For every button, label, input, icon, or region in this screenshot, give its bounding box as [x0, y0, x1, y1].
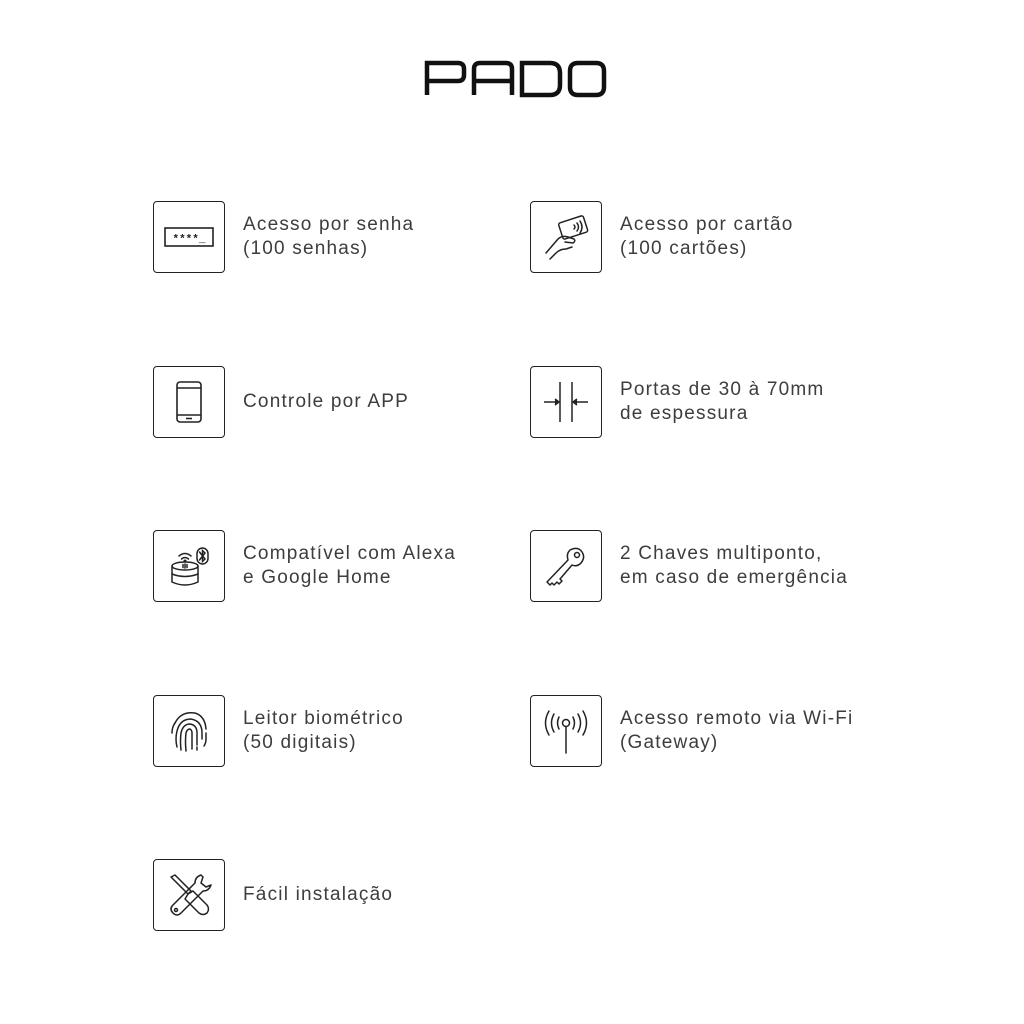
smart-speaker-icon	[153, 530, 225, 602]
password-mask-text: ****_	[172, 234, 206, 246]
feature-subtitle: (100 senhas)	[243, 238, 369, 259]
key-icon	[530, 530, 602, 602]
feature-title: Compatível com Alexa	[243, 543, 457, 564]
tools-icon	[153, 859, 225, 931]
feature-remote-wifi	[530, 695, 853, 767]
feature-emergency-keys	[530, 530, 848, 602]
feature-subtitle: (50 digitais)	[243, 732, 357, 753]
feature-subtitle: e Google Home	[243, 567, 392, 588]
feature-title: 2 Chaves multiponto,	[620, 543, 823, 564]
feature-title: Acesso remoto via Wi-Fi	[620, 708, 854, 729]
feature-card-access	[530, 201, 794, 273]
feature-biometric-reader	[153, 695, 404, 767]
feature-door-thickness	[530, 366, 824, 438]
feature-title: Acesso por cartão	[620, 214, 794, 235]
feature-subtitle: (Gateway)	[620, 732, 719, 753]
feature-title: Leitor biométrico	[243, 708, 404, 729]
feature-voice-assistant	[153, 530, 456, 602]
feature-password-access	[153, 201, 414, 273]
antenna-signal-icon	[530, 695, 602, 767]
feature-title: Acesso por senha	[243, 214, 415, 235]
password-keypad-icon	[153, 201, 225, 273]
feature-app-control	[153, 366, 409, 438]
feature-title: Fácil instalação	[243, 884, 394, 905]
pado-logo	[424, 56, 608, 98]
smartphone-icon	[153, 366, 225, 438]
feature-title: Portas de 30 à 70mm	[620, 379, 825, 400]
card-reader-icon	[530, 201, 602, 273]
feature-subtitle: de espessura	[620, 403, 749, 424]
fingerprint-icon	[153, 695, 225, 767]
feature-easy-install	[153, 859, 393, 931]
door-thickness-icon	[530, 366, 602, 438]
feature-subtitle: (100 cartões)	[620, 238, 748, 259]
feature-title: Controle por APP	[243, 391, 410, 412]
feature-subtitle: em caso de emergência	[620, 567, 848, 588]
